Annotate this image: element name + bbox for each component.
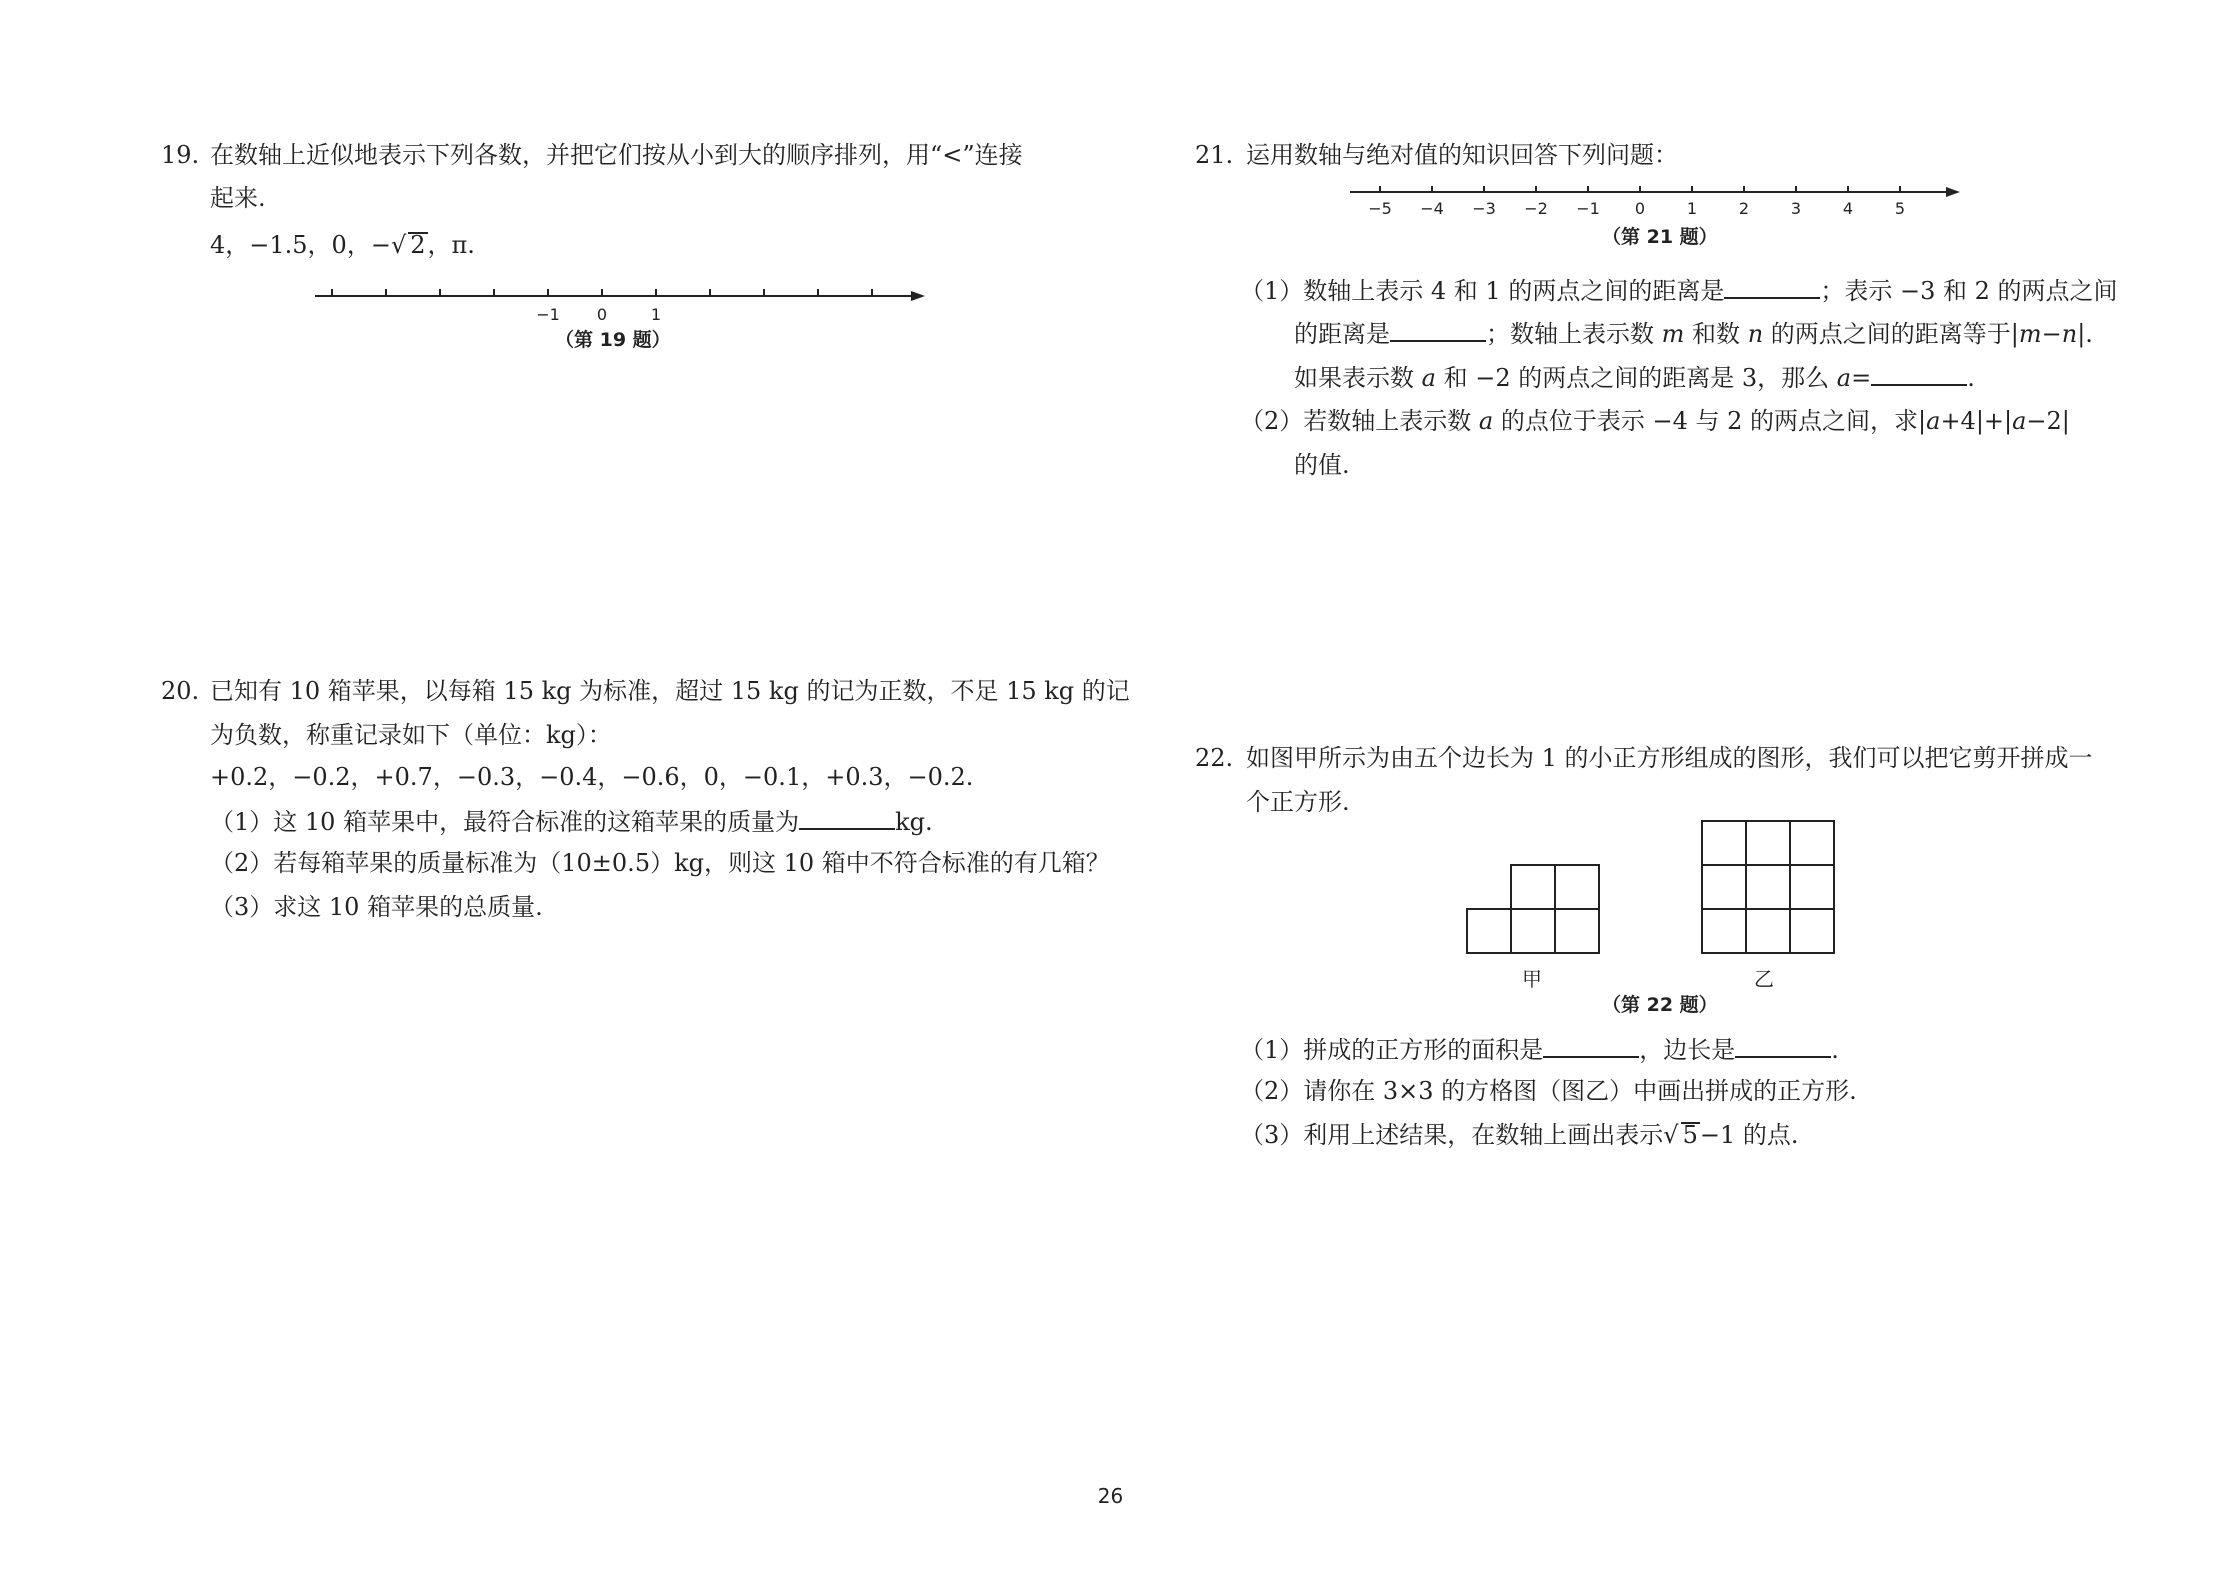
q21-p1-text-d: ；数轴上表示数 (1486, 320, 1654, 348)
q22-p1-text-b: ，边长是 (1639, 1036, 1736, 1064)
q21-tick-label: 1 (1686, 199, 1698, 218)
q22-line2: 个正方形. (1246, 788, 1350, 816)
q22-p1-period: . (1831, 1036, 1839, 1064)
q19-number-line (310, 280, 930, 324)
q22-sqrt-5: 5 (1682, 1121, 1698, 1149)
q21-tick-label: −2 (1524, 199, 1548, 218)
q21-tick-label: 4 (1842, 199, 1854, 218)
q22-p1-blank-2[interactable] (1735, 1034, 1831, 1058)
q21-part1-line3 (1294, 362, 1975, 393)
q21-tick-label: 0 (1634, 199, 1646, 218)
q21-var-m: m (1661, 320, 1685, 348)
q21-tick-label: −5 (1368, 199, 1392, 218)
q21-p1-text-b: ；表示 −3 和 2 的两点之间 (1820, 277, 2118, 305)
q21-part2-line1 (1240, 406, 2070, 436)
q19-numbers-suffix: ，π. (427, 231, 475, 259)
q20-part1-blank[interactable] (799, 806, 895, 830)
q21-part2-line2: 的值. (1294, 451, 1350, 479)
q21-p2-var-a-2: a (1926, 407, 1941, 435)
q20-line2: 为负数，称重记录如下（单位：kg）： (210, 721, 612, 749)
q21-axis-arrow (1946, 187, 1960, 197)
q21-var-a: a (1421, 364, 1436, 392)
q21-p1-text-c: 的距离是 (1294, 320, 1390, 348)
q19-line2: 起来. (210, 184, 266, 212)
q22-number: 22. (1195, 744, 1234, 772)
q22-p1-text-a: （1）拼成的正方形的面积是 (1240, 1036, 1544, 1064)
q21-part1-line1 (1240, 275, 2118, 306)
q21-p2-var-a-3: a (2012, 407, 2027, 435)
q21-tick-label: −4 (1420, 199, 1444, 218)
q21-tick-label: 3 (1790, 199, 1802, 218)
q20-data: +0.2，−0.2，+0.7，−0.3，−0.4，−0.6，0，−0.1，+0.3，−0.2. (210, 763, 974, 791)
q20-part1-unit: kg. (895, 808, 933, 836)
q22-label-jia: 甲 (1522, 967, 1542, 991)
q21-caption: （第 21 题） (1602, 226, 1718, 248)
q21-p2-text-d: −2| (2026, 407, 2070, 435)
q21-p2-text-a: （2）若数轴上表示数 (1240, 407, 1472, 435)
q21-p1-text-e: 和数 (1692, 320, 1741, 348)
q21-var-n: n (1747, 320, 1764, 348)
q21-tick-label: −3 (1472, 199, 1496, 218)
q21-p1-text-f: 的两点之间的距离等于| (1770, 320, 2019, 348)
q22-part3: （3）利用上述结果，在数轴上画出表示√ 5−1 的点. (1240, 1121, 1799, 1149)
q20-part1 (210, 806, 933, 837)
q20-part3: （3）求这 10 箱苹果的总质量. (210, 893, 543, 921)
q19-numbers-prefix: 4，−1.5，0，− (210, 231, 391, 259)
q21-p1-blank-1[interactable] (1724, 275, 1820, 299)
q21-p1-text-h: 如果表示数 (1294, 364, 1414, 392)
q21-p2-var-a: a (1478, 407, 1494, 435)
q19-label-1: 1 (650, 305, 662, 324)
q21-var-m-minus-n: m−n (2018, 320, 2078, 348)
q21-tick-label: 5 (1894, 199, 1906, 218)
q20-line1: 已知有 10 箱苹果，以每箱 15 kg 为标准，超过 15 kg 的记为正数，不足 15 kg 的记 (210, 677, 1130, 705)
q22-p3-text-b: −1 的点. (1699, 1121, 1799, 1149)
q22-part2: （2）请你在 3×3 的方格图（图乙）中画出拼成的正方形. (1240, 1077, 1857, 1105)
q22-part1 (1240, 1034, 1839, 1065)
q21-p1-equals: = (1851, 364, 1872, 392)
q20-number: 20. (161, 677, 200, 705)
q21-p1-blank-2[interactable] (1390, 318, 1486, 342)
q22-p3-text-a: （3）利用上述结果，在数轴上画出表示 (1240, 1121, 1664, 1149)
page-number: 26 (1097, 1484, 1124, 1508)
q21-tick-label: −1 (1576, 199, 1600, 218)
q22-caption: （第 22 题） (1602, 994, 1718, 1016)
q20-part2: （2）若每箱苹果的质量标准为（10±0.5）kg，则这 10 箱中不符合标准的有几箱？ (210, 849, 1110, 877)
q19-numbers: 4，−1.5，0，−√ 2，π. (210, 231, 475, 259)
q21-number: 21. (1195, 141, 1234, 169)
q19-line1: 在数轴上近似地表示下列各数，并把它们按从小到大的顺序排列，用“<”连接 (210, 141, 1023, 169)
q21-p1-blank-3[interactable] (1871, 362, 1967, 386)
q19-axis-arrow (911, 291, 925, 301)
q19-number: 19. (161, 141, 200, 169)
q21-p1-text-a: （1）数轴上表示 4 和 1 的两点之间的距离是 (1240, 277, 1725, 305)
q20-part1-text: （1）这 10 箱苹果中，最符合标准的这箱苹果的质量为 (210, 808, 800, 836)
q21-p1-text-i: 和 −2 的两点之间的距离是 3，那么 (1443, 364, 1830, 392)
q19-caption: （第 19 题） (555, 329, 671, 351)
q19-sqrt-2: 2 (410, 231, 426, 259)
q22-figure-yi-grid[interactable] (1702, 821, 1834, 953)
q22-p1-blank-1[interactable] (1543, 1034, 1639, 1058)
q21-var-a-2: a (1836, 364, 1852, 392)
q22-line1: 如图甲所示为由五个边长为 1 的小正方形组成的图形，我们可以把它剪开拼成一 (1246, 744, 2093, 772)
q19-label-0: 0 (596, 305, 608, 324)
q19-label-neg1: −1 (536, 305, 560, 324)
q21-p2-text-b: 的点位于表示 −4 与 2 的两点之间，求| (1500, 407, 1927, 435)
q21-p1-period: . (1967, 364, 1975, 392)
q22-figure-jia (1467, 865, 1599, 953)
q21-p2-text-c: +4|+| (1940, 407, 2013, 435)
q21-tick-label: 2 (1738, 199, 1750, 218)
q21-intro: 运用数轴与绝对值的知识回答下列问题： (1246, 141, 1678, 169)
q21-part1-line2 (1294, 318, 2093, 349)
q21-p1-text-g: |. (2077, 320, 2093, 348)
q22-label-yi: 乙 (1754, 967, 1774, 991)
q21-number-line (1345, 180, 1965, 224)
q22-figure (1460, 815, 1860, 1015)
